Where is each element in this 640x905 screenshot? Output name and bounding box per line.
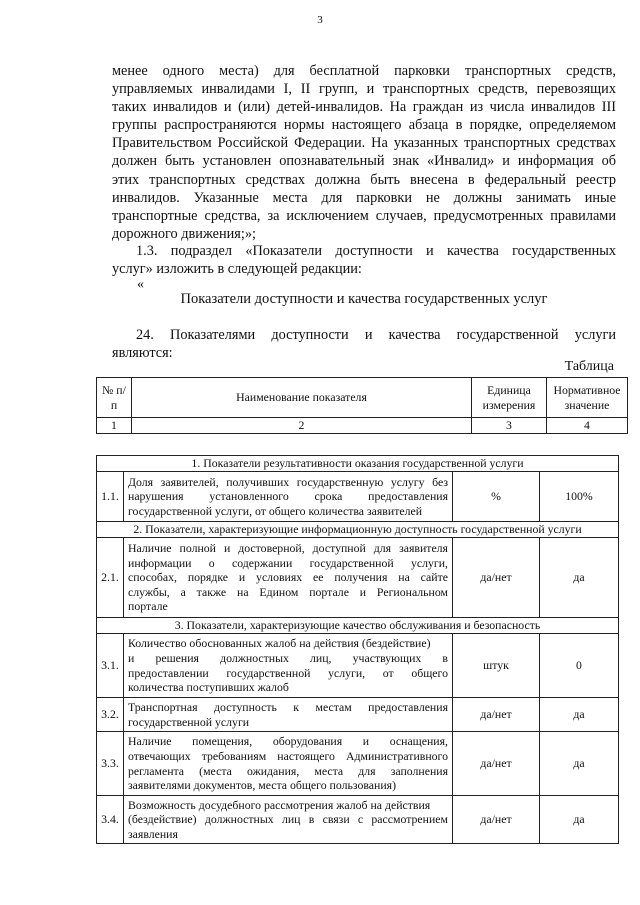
text-line: таких инвалидов и (или) детей-инвалидов. На граждан из числа инвалидов III [112, 99, 616, 116]
header-num-2: 2 [132, 418, 472, 434]
text-line: транспортные средства, за исключением случаев, предусмотренных правилами [112, 207, 616, 224]
text-line: этих транспортных средствах должна быть внесена в федеральный реестр [112, 171, 616, 188]
cell-line: Транспортная доступность к местам предоставления [128, 699, 448, 714]
indicator-unit: да/нет [453, 538, 540, 618]
table-row [97, 538, 619, 618]
indicator-name [124, 472, 453, 522]
header-num-3: 3 [472, 418, 547, 434]
opening-quote: « [137, 277, 144, 292]
cell-line: заявителями документов, места общего пользования) [128, 778, 396, 793]
cell-line: Доля заявителей, получивших государственную услугу без [128, 474, 448, 489]
amendment-paragraph [112, 242, 616, 278]
cell-line: количества поступивших жалоб [128, 680, 289, 695]
text-line: должен быть установлен опознавательный знак «Инвалид» и информация об [112, 153, 616, 170]
indicator-value: да [540, 732, 619, 796]
text-line: услуг» изложить в следующей редакции: [112, 261, 362, 278]
indicator-name [124, 796, 453, 844]
text-line: инвалидов. Указанные места для парковки не должны занимать иные [112, 189, 616, 206]
indicator-value: да [540, 796, 619, 844]
indicator-unit: да/нет [453, 698, 540, 732]
section-2-title: 2. Показатели, характеризующие информационную доступность государственной услуги [97, 522, 619, 538]
indicators-table [96, 455, 619, 844]
indicator-name [124, 538, 453, 618]
cell-line: Количество обоснованных жалоб на действия (бездействие) [128, 636, 431, 651]
indicator-name [124, 732, 453, 796]
item-24-paragraph [112, 326, 616, 362]
table-row [97, 698, 619, 732]
section-3-title: 3. Показатели, характеризующие качество обслуживания и безопасность [97, 618, 619, 634]
header-col-unit: Единица измерения [472, 378, 547, 418]
header-col-name: Наименование показателя [132, 378, 472, 418]
row-number: 3.3. [97, 732, 124, 796]
table-row [97, 796, 619, 844]
header-num-1: 1 [97, 418, 132, 434]
text-line: менее одного места) для бесплатной парковки транспортных средств, [112, 63, 616, 79]
indicator-value: да [540, 538, 619, 618]
section-1-title: 1. Показатели результативности оказания государственной услуги [97, 456, 619, 472]
text-line: дорожного движения;»; [112, 225, 256, 242]
row-number: 3.1. [97, 634, 124, 698]
cell-line: Наличие помещения, оборудования и оснащения, [128, 734, 448, 749]
row-number: 3.4. [97, 796, 124, 844]
cell-line: регламента (места ожидания, места для заполнения [128, 763, 448, 778]
row-number: 1.1. [97, 472, 124, 522]
text-line: являются: [112, 345, 173, 362]
section-title: Показатели доступности и качества государственных услуг [180, 291, 548, 307]
table-row [97, 732, 619, 796]
cell-line: способах, порядке и условиях ее получения на сайте [128, 570, 448, 585]
table-header [96, 377, 628, 434]
indicator-value: 100% [540, 472, 619, 522]
cell-line: государственной услуги, от общего количества заявителей [128, 503, 423, 518]
cell-line: (бездействие) должностных лиц в связи с рассмотрением [128, 812, 448, 827]
cell-line: Наличие полной и достоверной, доступной для заявителя [128, 541, 448, 556]
table-row [97, 634, 619, 698]
header-col-number: № п/п [97, 378, 132, 418]
indicator-unit: да/нет [453, 732, 540, 796]
indicator-unit: да/нет [453, 796, 540, 844]
section-row [97, 456, 619, 472]
text-line: 1.3. подраздел «Показатели доступности и качества государственных [136, 243, 616, 259]
header-num-4: 4 [547, 418, 628, 434]
indicator-name [124, 634, 453, 698]
cell-line: отвечающих требованиям настоящего Административного [128, 748, 448, 763]
indicator-name [124, 698, 453, 732]
indicator-unit: штук [453, 634, 540, 698]
cell-line: службы, а также на Едином портале и Региональном [128, 584, 448, 599]
cell-line: и решения должностных лиц, участвующих в [128, 650, 448, 665]
text-line: 24. Показателями доступности и качества государственной услуги [136, 327, 616, 343]
indicator-unit: % [453, 472, 540, 522]
cell-line: нарушения установленного срока предоставления [128, 489, 448, 504]
row-number: 2.1. [97, 538, 124, 618]
intro-paragraph [112, 62, 616, 243]
table-row [97, 472, 619, 522]
row-number: 3.2. [97, 698, 124, 732]
table-caption: Таблица [564, 359, 614, 374]
text-line: группы распространяются нормы настоящего абзаца в порядке, определяемом [112, 117, 616, 134]
header-col-value: Нормативное значение [547, 378, 628, 418]
page-number: 3 [317, 14, 323, 26]
cell-line: информации о содержании государственной услуги, [128, 555, 448, 570]
cell-line: портале [128, 599, 168, 614]
text-line: Правительством Российской Федерации. На указанных транспортных средствах [112, 135, 616, 152]
section-row [97, 618, 619, 634]
cell-line: государственной услуги [128, 714, 250, 729]
indicator-value: да [540, 698, 619, 732]
cell-line: Возможность досудебного рассмотрения жалоб на действия [128, 797, 431, 812]
section-row [97, 522, 619, 538]
cell-line: заявления [128, 826, 178, 841]
text-line: управляемых инвалидами I, II групп, и транспортных средств, перевозящих [112, 81, 616, 98]
indicator-value: 0 [540, 634, 619, 698]
cell-line: предоставлении государственной услуги, от общего [128, 665, 448, 680]
